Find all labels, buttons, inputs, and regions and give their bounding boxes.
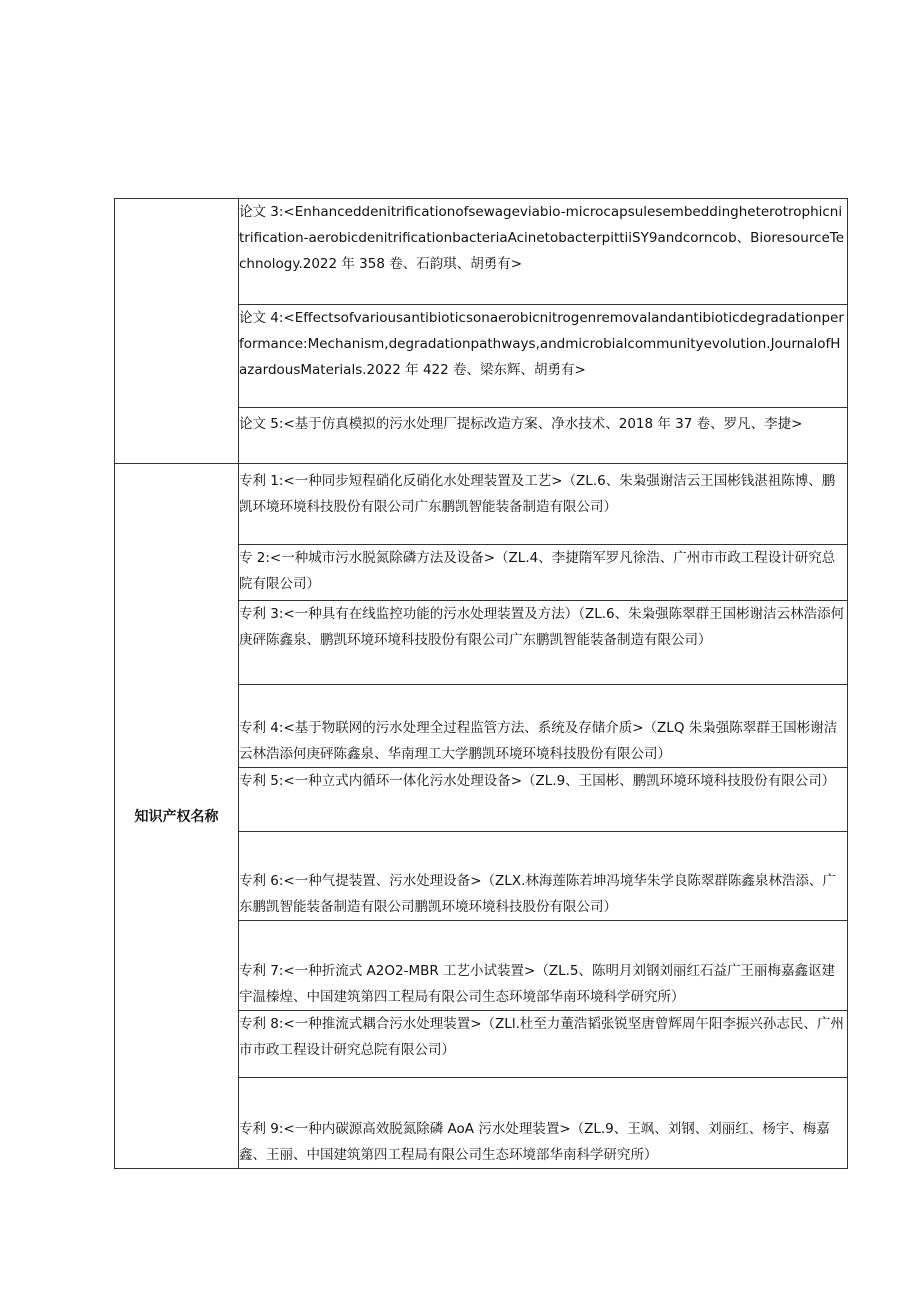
patent-2: 专 2:<一种城市污水脱氮除磷方法及设备>（ZL.4、李捷隋军罗凡徐浩、广州市市政工程设计研究总院有限公司）: [239, 545, 848, 601]
patent-4: 专利 4:<基于物联网的污水处理全过程监管方法、系统及存储介质>（ZLQ 朱枭强陈翠群王国彬谢洁云林浩添何庚砰陈鑫泉、华南理工大学鹏凯环境环境科技股份有限公司）: [239, 685, 848, 768]
patent-9: 专利 9:<一种内碳源高效脱氮除磷 AoA 污水处理装置>（ZL.9、王飒、刘钢、刘丽红、杨宇、梅嘉鑫、王丽、中国建筑第四工程局有限公司生态环境部华南科学研究所）: [239, 1078, 848, 1169]
patent-3: 专利 3:<一种具有在线监控功能的污水处理装置及方法）（ZL.6、朱枭强陈翠群王国彬谢洁云林浩添何庚砰陈鑫泉、鹏凯环境环境科技股份有限公司广东鹏凯智能装备制造有限公司）: [239, 601, 848, 685]
patent-7: 专利 7:<一种折流式 A2O2-MBR 工艺小试装置>（ZL.5、陈明月刘钢刘丽红石益广王丽梅嘉鑫讴建宇温榛煌、中国建筑第四工程局有限公司生态环境部华南环境科学研究所）: [239, 921, 848, 1011]
patent-8: 专利 8:<一种推流式耦合污水处理装置>（ZLl.杜至力董浩韬张锐坚唐曾辉周午阳李振兴孙志民、广州市市政工程设计研究总院有限公司）: [239, 1011, 848, 1078]
paper-4: 论文 4:<Effectsofvariousantibioticsonaerobicnitrogenremovalandantibioticdegradationperformance:Mechanism,degradationpathways,andmicrobialcommunityevolution.JournalofHazardousMaterials.2022 年 422 卷、梁东辉、胡勇有>: [239, 305, 848, 408]
paper-3: 论文 3:<Enhanceddenitrificationofsewageviabio-microcapsulesembeddingheterotrophicnitrification-aerobicdenitrificationbacteriaAcinetobacterpittiiSY9andcorncob、BioresourceTechnology.2022 年 358 卷、石韵琪、胡勇有>: [239, 199, 848, 305]
section-label: 知识产权名称: [115, 464, 239, 1169]
empty-label-cell: [115, 199, 239, 464]
patent-6: 专利 6:<一种气提装置、污水处理设备>（ZLX.林海莲陈若坤冯境华朱学良陈翠群陈鑫泉林浩添、广东鹏凯智能装备制造有限公司鹏凯环境环境科技股份有限公司）: [239, 832, 848, 921]
patent-1: 专利 1:<一种同步短程硝化反硝化水处理装置及工艺>（ZL.6、朱枭强谢洁云王国彬钱湛祖陈博、鹏凯环境环境科技股份有限公司广东鹏凯智能装备制造有限公司）: [239, 464, 848, 545]
ip-table: [114, 198, 848, 1169]
paper-5: 论文 5:<基于仿真模拟的污水处理厂提标改造方案、净水技术、2018 年 37 卷、罗凡、李捷>: [239, 408, 848, 464]
patent-5: 专利 5:<一种立式内循环一体化污水处理设备>（ZL.9、王国彬、鹏凯环境环境科技股份有限公司）: [239, 768, 848, 832]
